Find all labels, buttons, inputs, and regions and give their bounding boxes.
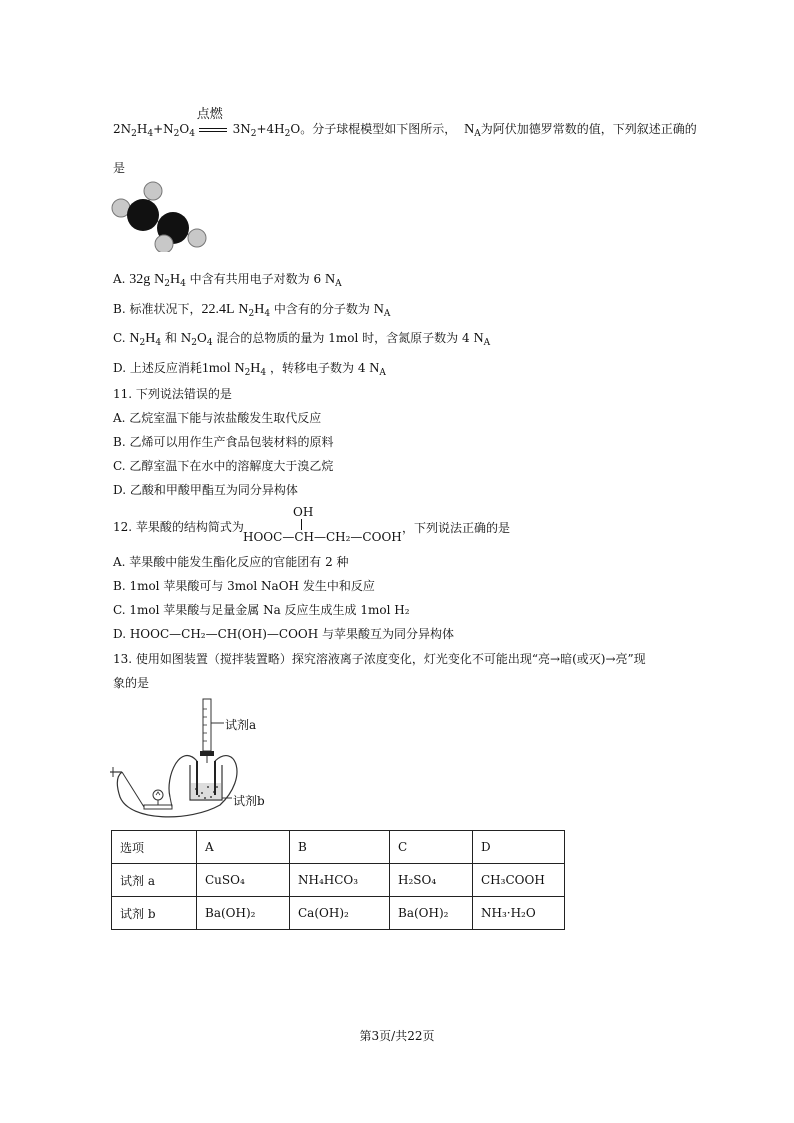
reaction-equation: $2N_2H_4+N_2O_4$ 点燃 $3N_2+4H_2O$。分子球棍模型如下图所示， $N_A$为阿伏加德罗常数的值，下列叙述正确的: [113, 106, 697, 139]
q11-stem: 11. 下列说法错误的是: [113, 387, 232, 401]
q11-option-c: C. 乙醇室温下在水中的溶解度大于溴乙烷: [113, 459, 334, 473]
h-atom: [155, 235, 173, 252]
q11-option-d: D. 乙酸和甲酸甲酯互为同分异构体: [113, 483, 298, 497]
q10-option-c: C. $N_2H_4$ 和 $N_2O_4$ 混合的总物质的量为 1mol 时，含氮原子数为 4 $N_A$: [113, 331, 491, 348]
table-row: 选项 A B C D: [112, 831, 565, 864]
q10-option-a: A. 32g $N_2H_4$ 中含有共用电子对数为 6 $N_A$: [113, 272, 342, 289]
reagent-b-label: 试剂b: [233, 794, 265, 808]
q11-option-b: B. 乙烯可以用作生产食品包装材料的原料: [113, 435, 334, 449]
q13-stem-line1: 13. 使用如图装置（搅拌装置略）探究溶液离子浓度变化，灯光变化不可能出现“亮→暗(或灭)→亮”现: [113, 652, 646, 666]
options-table: [111, 830, 565, 930]
q10-option-d: D. 上述反应消耗1mol $N_2H_4$ ，转移电子数为 4 $N_A$: [113, 361, 386, 378]
table-row: 试剂 b Ba(OH)₂ Ca(OH)₂ Ba(OH)₂ NH₃·H₂O: [112, 897, 565, 930]
q10-option-b: B. 标准状况下，22.4L $N_2H_4$ 中含有的分子数为 $N_A$: [113, 302, 391, 319]
malic-acid-oh: OH: [293, 505, 314, 519]
n-atom: [127, 199, 159, 231]
h-atom: [144, 182, 162, 200]
reaction-condition: 点燃: [196, 106, 223, 122]
malic-acid-structure: HOOC—CH—CH₂—COOH: [243, 530, 402, 544]
reagent-a-label: 试剂a: [225, 718, 257, 732]
malic-acid-bond: [301, 519, 302, 530]
page-footer: 第3页/共22页: [359, 1029, 435, 1043]
reaction-arrow: [196, 106, 229, 137]
q13-stem-line2: 象的是: [113, 676, 150, 690]
q12-stem: 12. 苹果酸的结构简式为: [113, 520, 244, 534]
reaction-cont: 是: [113, 161, 126, 175]
q12-stem-tail: ，下列说法正确的是: [402, 521, 511, 535]
q12-option-c: C. 1mol 苹果酸与足量金属 Na 反应生成生成 1mol H₂: [113, 603, 410, 617]
table-row: 试剂 a CuSO₄ NH₄HCO₃ H₂SO₄ CH₃COOH: [112, 864, 565, 897]
q12-option-a: A. 苹果酸中能发生酯化反应的官能团有 2 种: [113, 555, 349, 569]
q11-option-a: A. 乙烷室温下能与浓盐酸发生取代反应: [113, 411, 322, 425]
ball-stick-model: [108, 180, 210, 252]
q12-option-b: B. 1mol 苹果酸可与 3mol NaOH 发生中和反应: [113, 579, 375, 593]
h-atom: [188, 229, 206, 247]
q12-option-d: D. HOOC—CH₂—CH(OH)—COOH 与苹果酸互为同分异构体: [113, 627, 455, 641]
